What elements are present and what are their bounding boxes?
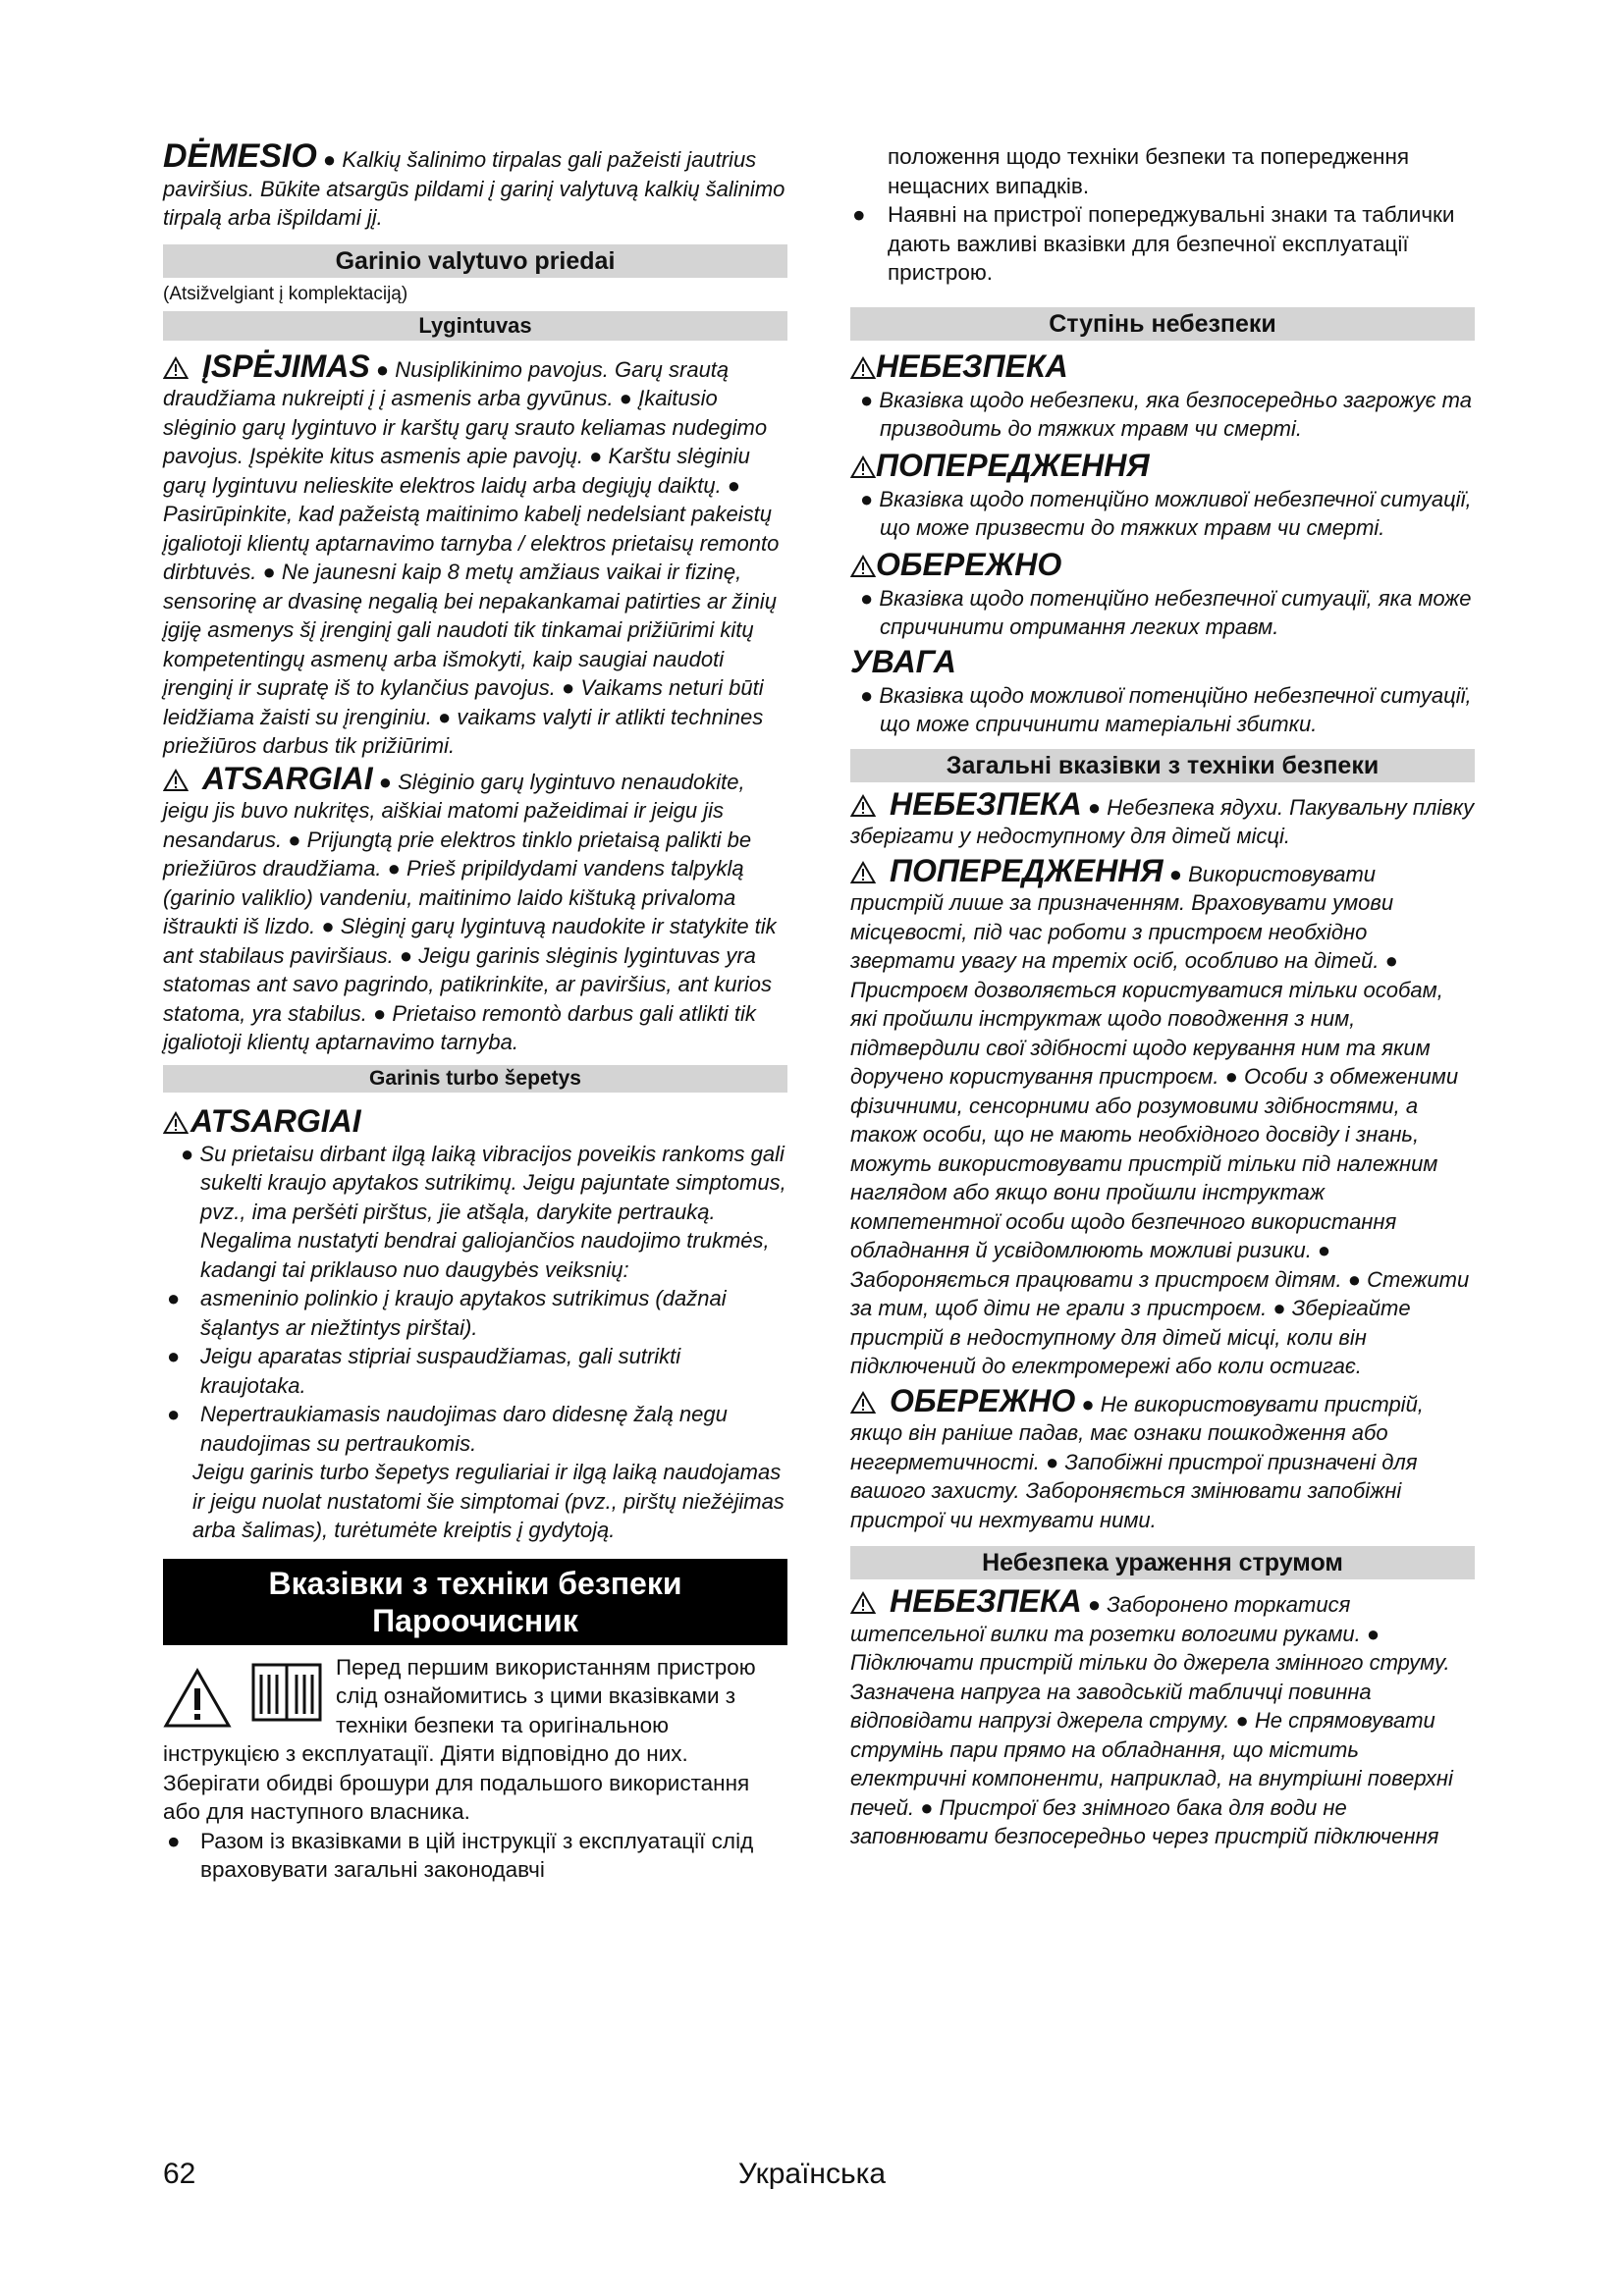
- footer-language: Українська: [737, 2158, 887, 2190]
- warning-triangle-icon: [850, 555, 876, 578]
- warning-triangle-icon: [850, 356, 876, 380]
- right-column: [850, 142, 1475, 1851]
- general-caution-title: ОБЕРЕЖНО: [890, 1382, 1076, 1418]
- intro-text: Перед першим використанням пристрою слід ознайомитись з цими вказівками з техніки безпеки та оригінальною інструкцією з експлуатації. Діяти відповідно до них. Зберігати обидві брошури для подальшого використання або для наступного власника.: [163, 1654, 756, 1824]
- bullet-2: ● Наявні на пристрої попереджувальні знаки та таблички дають важливі вказівки для безпечної експлуатації пристрою.: [852, 202, 1455, 285]
- level-warning-text: ● Вказівка щодо потенційно можливої небезпечної ситуації, що може призвести до тяжких травм чи смерті.: [860, 486, 1472, 540]
- level-notice-title: УВАГА: [850, 643, 956, 679]
- accessories-header: Garinio valytuvo priedai: [163, 244, 787, 278]
- page-number: 62: [163, 2158, 196, 2190]
- warning-triangle-icon: [850, 861, 876, 884]
- level-caution-text: ● Вказівка щодо потенційно небезпечної ситуації, яка може спричинити отримання легких травм.: [860, 585, 1472, 639]
- warning-triangle-icon: [163, 1111, 189, 1135]
- ua-title-box: [163, 1559, 787, 1645]
- ispejimas-title: ĮSPĖJIMAS: [202, 347, 370, 384]
- general-danger-paragraph: [850, 785, 1475, 851]
- general-caution-text: ● Не використовувати пристрій, якщо він раніше падав, має ознаки пошкодження або негерметичності. ● Запобіжні пристрої призначені для вашого захисту. Забороняється змінювати запобіжні пристрої чи нехтувати ними.: [850, 1391, 1424, 1532]
- atsargiai1-title: ATSARGIAI: [202, 760, 373, 796]
- warning-triangle-icon: [850, 455, 876, 479]
- level-danger-title: НЕБЕЗПЕКА: [876, 347, 1068, 384]
- general-caution-paragraph: [850, 1382, 1475, 1535]
- demesio-title: DĖMESIO: [163, 137, 317, 175]
- atsargiai2-item-2: ● Jeigu aparatas stipriai suspaudžiamas, gali sutrikti kraujotaka.: [167, 1344, 681, 1398]
- electric-shock-header: Небезпека ураження струмом: [850, 1546, 1475, 1579]
- general-safety-header: Загальні вказівки з техніки безпеки: [850, 749, 1475, 782]
- atsargiai2-title: ATSARGIAI: [190, 1102, 361, 1139]
- warning-triangle-icon: [163, 1667, 232, 1730]
- general-warning-paragraph: [850, 852, 1475, 1381]
- demesio-text: ● Kalkių šalinimo tirpalas gali pažeisti jautrius paviršius. Būkite atsargūs pildami į garinį valytuvą kalkių šalinimo tirpalą arba išpildami jį.: [163, 147, 785, 230]
- general-warning-text: ● Використовувати пристрій лише за призначенням. Враховувати умови місцевості, під час роботи з пристроєм необхідно звертати увагу на третіх осіб, особливо на дітей. ● Пристроєм дозволяється користуватися тільки особам, які пройшли інструктаж щодо поводження з ним, підтвердили свої здібності щодо керування ним та яким доручено користування пристроєм. ● Особи з обмеженими фізичними, сенсорними або розумовими здібностями, а також особи, що не мають необхідного досвіду і знань, можуть використовувати пристрій тільки під належним наглядом або якщо вони пройшли інструктаж компетентної особи щодо безпечного використання обладнання й усвідомлюють можливі ризики. ● Забороняється працювати з пристроєм дітям. ● Стежити за тим, щоб діти не грали з пристроєм. ● Зберігайте пристрій в недоступному для дітей місці, коли він підключений до електромережі або коли остигає.: [850, 861, 1470, 1378]
- turbo-header: Garinis turbo šepetys: [163, 1065, 787, 1093]
- general-danger-text: ● Небезпека ядухи. Пакувальну плівку зберігати у недоступному для дітей місці.: [850, 794, 1475, 848]
- warning-triangle-icon: [850, 1591, 876, 1615]
- level-notice-text: ● Вказівка щодо можливої потенційно небезпечної ситуації, що може спричинити матеріальні збитки.: [860, 682, 1472, 736]
- electric-danger-paragraph: [850, 1583, 1475, 1851]
- demesio-paragraph: [163, 137, 787, 233]
- intro-icons: [163, 1653, 336, 1737]
- level-warning-title: ПОПЕРЕДЖЕННЯ: [876, 447, 1150, 483]
- warning-triangle-icon: [163, 769, 189, 792]
- atsargiai2-p1: ● Su prietaisu dirbant ilgą laiką vibracijos poveikis rankoms gali sukelti kraujo apytakos sutrikimų. Jeigu pajuntate simptomus, pvz., ima peršėti pirštus, jie atšąla, darykite pertrauką. Negalima nustatyti bendrai galiojančios naudojimo trukmės, kadangi tai priklauso nuo daugybės veiksnių:: [181, 1141, 786, 1282]
- atsargiai1-text: ● Slėginio garų lygintuvo nenaudokite, jeigu jis buvo nukritęs, aiškiai matomi pažeidimai ir jeigu jis nesandarus. ● Prijungtą prie elektros tinklo prietaisą palikti be priežiūros draudžiama. ● Prieš pripildydami vandens talpyklą (garinio valiklio) vandeniu, maitinimo laido kištuką privaloma ištraukti iš lizdo. ● Slėginį garų lygintuvą naudokite ir statykite tik ant stabilaus paviršiaus. ● Jeigu garinis slėginis lygintuvas yra statomas ant savo pagrindo, patikrinkite, ar paviršius, ant kurios statoma, yra stabilus. ● Prietaiso remontò darbus gali atlikti tik įgaliotoji klientų aptarnavimo tarnyba.: [163, 769, 777, 1054]
- warning-triangle-icon: [163, 356, 189, 380]
- ua-title-line2: Пароочисник: [372, 1602, 578, 1638]
- continued-text: положення щодо техніки безпеки та попередження нещасних випадків.: [888, 144, 1410, 198]
- level-notice: [850, 642, 1475, 739]
- level-danger: [850, 347, 1475, 444]
- warning-triangle-icon: [850, 1391, 876, 1415]
- atsargiai2-item-1: ● asmeninio polinkio į kraujo apytakos sutrikimus (dažnai šąlantys ar niežtintys pirštai).: [167, 1286, 727, 1340]
- level-warning: [850, 446, 1475, 543]
- atsargiai2-heading: [163, 1102, 787, 1140]
- atsargiai1-paragraph: [163, 760, 787, 1057]
- electric-danger-title: НЕБЕЗПЕКА: [890, 1583, 1082, 1619]
- ua-title-line1: Вказівки з техніки безпеки: [268, 1565, 682, 1601]
- level-caution-title: ОБЕРЕЖНО: [876, 546, 1062, 582]
- bullet-1: ● Разом із вказівками в цій інструкції з експлуатації слід враховувати загальні законодавчі: [167, 1828, 754, 1882]
- electric-danger-text: ● Заборонено торкатися штепсельної вилки та розетки вологими руками. ● Підключати пристрій тільки до джерела змінного струму. Зазначена напруга на заводській табличці повинна відповідати напрузі джерела струму. ● Не спрямовувати струмінь пари прямо на обладнання, що містить електричні компоненти, наприклад, на внутрішні поверхні печей. ● Пристрої без знімного бака для води не заповнювати безпосередньо через пристрій підключення: [850, 1592, 1453, 1848]
- iron-header: Lygintuvas: [163, 311, 787, 341]
- atsargiai2-item-3: ● Nepertraukiamasis naudojimas daro didesnę žalą negu naudojimas su pertraukomis.: [167, 1402, 728, 1456]
- intro-block: [163, 1653, 787, 1827]
- left-column: [163, 137, 787, 1885]
- general-warning-title: ПОПЕРЕДЖЕННЯ: [890, 852, 1164, 888]
- accessories-note: (Atsižvelgiant į komplektaciją): [163, 283, 408, 304]
- level-caution: [850, 545, 1475, 642]
- general-danger-title: НЕБЕЗПЕКА: [890, 785, 1082, 822]
- atsargiai2-p2: Jeigu garinis turbo šepetys reguliariai ir ilgą laiką naudojamas ir jeigu nuolat nustatomi šie simptomai (pvz., pirštų niežėjimas arba šalimas), turėtumėte kreiptis į gydytoją.: [192, 1460, 785, 1542]
- manual-book-icon: [247, 1659, 326, 1726]
- warning-triangle-icon: [850, 794, 876, 818]
- level-danger-text: ● Вказівка щодо небезпеки, яка безпосередньо загрожує та призводить до тяжких травм чи смерті.: [860, 387, 1472, 441]
- ispejimas-text: ● Nusiplikinimo pavojus. Garų srautą draudžiama nukreipti į į asmenis arba gyvūnus. ● Įkaitusio slėginio garų lygintuvo ir karštų garų srauto keliamas nudegimo pavojus. Įspėkite kitus asmenis apie pavojų. ● Karštu slėginiu garų lygintuvu nelieskite elektros laidų arba degiųjų daiktų. ● Pasirūpinkite, kad pažeistą maitinimo kabelį nedelsiant pakeistų įgaliotoji klientų aptarnavimo tarnyba / elektros prietaisų remonto dirbtuvės. ● Ne jaunesni kaip 8 metų amžiaus vaikai ir fizinę, sensorinę ar dvasinę negalią bei nepakankamai patirties ar žinių įgiję asmenys šį įrenginį gali naudoti tik tinkamai prižiūrimi kitų kompetentingų asmenų arba išmokyti, kaip saugiai naudoti įrenginį ir supratę iš to kylančius pavojus. ● Vaikams neturi būti leidžiama žaisti su įrenginiu. ● vaikams valyti ir atlikti technines priežiūros darbus tik prižiūrimi.: [163, 356, 780, 758]
- danger-levels-header: Ступінь небезпеки: [850, 307, 1475, 341]
- ispejimas-paragraph: [163, 347, 787, 761]
